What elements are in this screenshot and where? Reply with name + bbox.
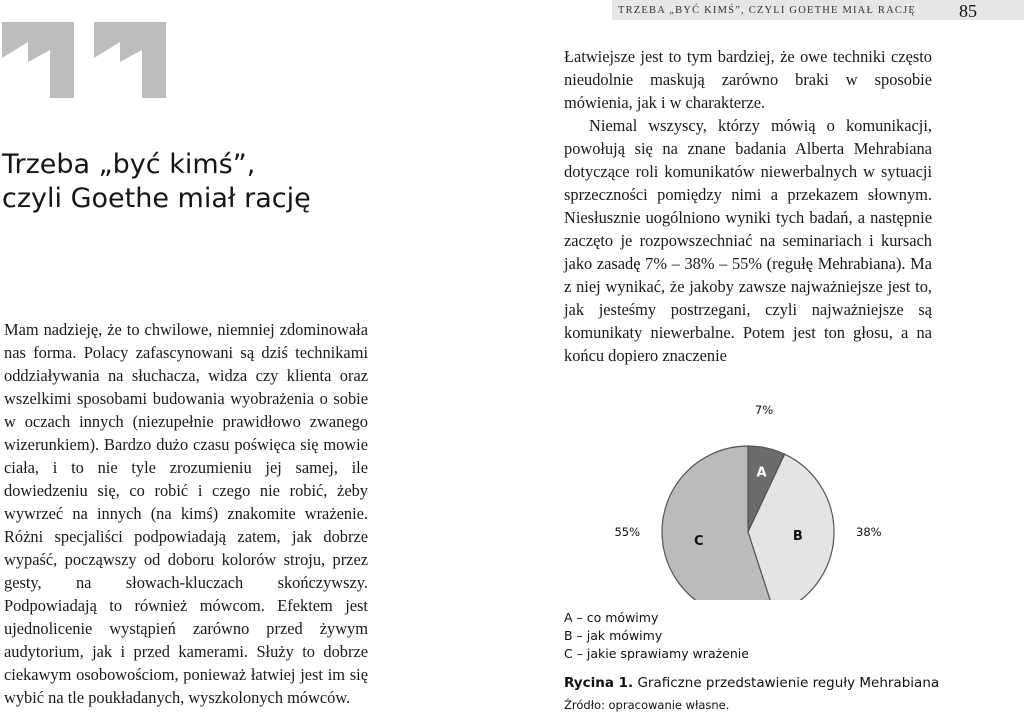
figure-caption-text: Graficzne przedstawienie reguły Mehrabiana: [637, 675, 940, 691]
figure-source: Źródło: opracowanie własne.: [564, 698, 730, 712]
chapter-title: [2, 148, 311, 216]
slice-label-c: C: [693, 533, 704, 549]
chapter-ornament-icon: [2, 22, 168, 100]
running-head: TRZEBA „BYĆ KIMŚ”, CZYLI GOETHE MIAŁ RACJĘ: [617, 5, 916, 16]
page-number: 85: [959, 1, 977, 21]
figure-caption-label: Rycina 1.: [564, 675, 634, 691]
right-column-paragraph-1: Łatwiejsze jest to tym bardziej, że owe techniki często nieudolnie maskują zarówno braki w sposobie mówienia, jak i w charakterze.: [564, 47, 932, 112]
slice-percent-c: 55%: [614, 525, 640, 539]
figure-caption: [564, 675, 939, 691]
right-column-text: [564, 45, 932, 367]
chapter-title-line-2: czyli Goethe miał rację: [2, 183, 311, 214]
slice-label-b: B: [792, 529, 803, 545]
left-column-paragraph: Mam nadzieję, że to chwilowe, niemniej zdominowała nas forma. Polacy zafascynowani są dziś technikami oddziaływania na słuchacza, widza czy klienta oraz wszelkimi sposobami budowania wyobrażenia o sobie w oczach innych (niezupełnie prawidłowo zwanego wizerunkiem). Bardzo dużo czasu poświęca się mowie ciała, i to nie tyle zrozumieniu jej samej, ile dowiedzeniu się, co robić i czego nie robić, żeby wywrzeć na innych (na kimś) znakomite wrażenie. Różni specjaliści podpowiadają zatem, jak dobrze wypaść, począwszy od doboru kolorów stroju, przez gesty, na słowach-kluczach skończywszy. Podpowiadają to również mówcom. Efektem jest ujednolicenie wystąpień zarówno przed żywym audytorium, jak i przed kamerami. Służy to dobrze ciekawym osobowościom, ponieważ łatwiej jest im się wybić na tle poukładanych, wyszkolonych mówców.: [4, 320, 368, 707]
figure: [600, 400, 980, 600]
chapter-ornament-glyph-left: [2, 22, 74, 98]
slice-percent-a: 7%: [754, 403, 774, 417]
chapter-ornament-glyph-right: [94, 22, 166, 98]
pie-chart: [600, 400, 980, 600]
slice-percent-b: 38%: [856, 525, 882, 539]
legend-item-b: B – jak mówimy: [564, 628, 663, 643]
chart-legend: [564, 609, 749, 663]
running-header-bar: [612, 0, 1024, 20]
right-column-paragraph-2: Niemal wszyscy, którzy mówią o komunikacji, powołują się na znane badania Alberta Mehrabiana dotyczące roli komunikatów niewerbalnych w sytuacji sprzeczności pomiędzy nimi a przekazem słownym. Niesłusznie uogólniono wyniki tych badań, a następnie zaczęto je rozpowszechniać na seminariach i kursach jako zasadę 7% – 38% – 55% (regułę Mehrabiana). Ma z niej wynikać, że jakoby zawsze najważniejsze jest to, jak jesteśmy postrzegani, czyli najważniejsze są komunikaty niewerbalne. Potem jest ton głosu, a na końcu dopiero znaczenie: [564, 116, 932, 365]
slice-label-a: A: [756, 465, 767, 481]
legend-item-a: A – co mówimy: [564, 610, 659, 625]
legend-item-c: C – jakie sprawiamy wrażenie: [564, 646, 749, 661]
chapter-title-line-1: Trzeba „być kimś”,: [2, 149, 256, 180]
